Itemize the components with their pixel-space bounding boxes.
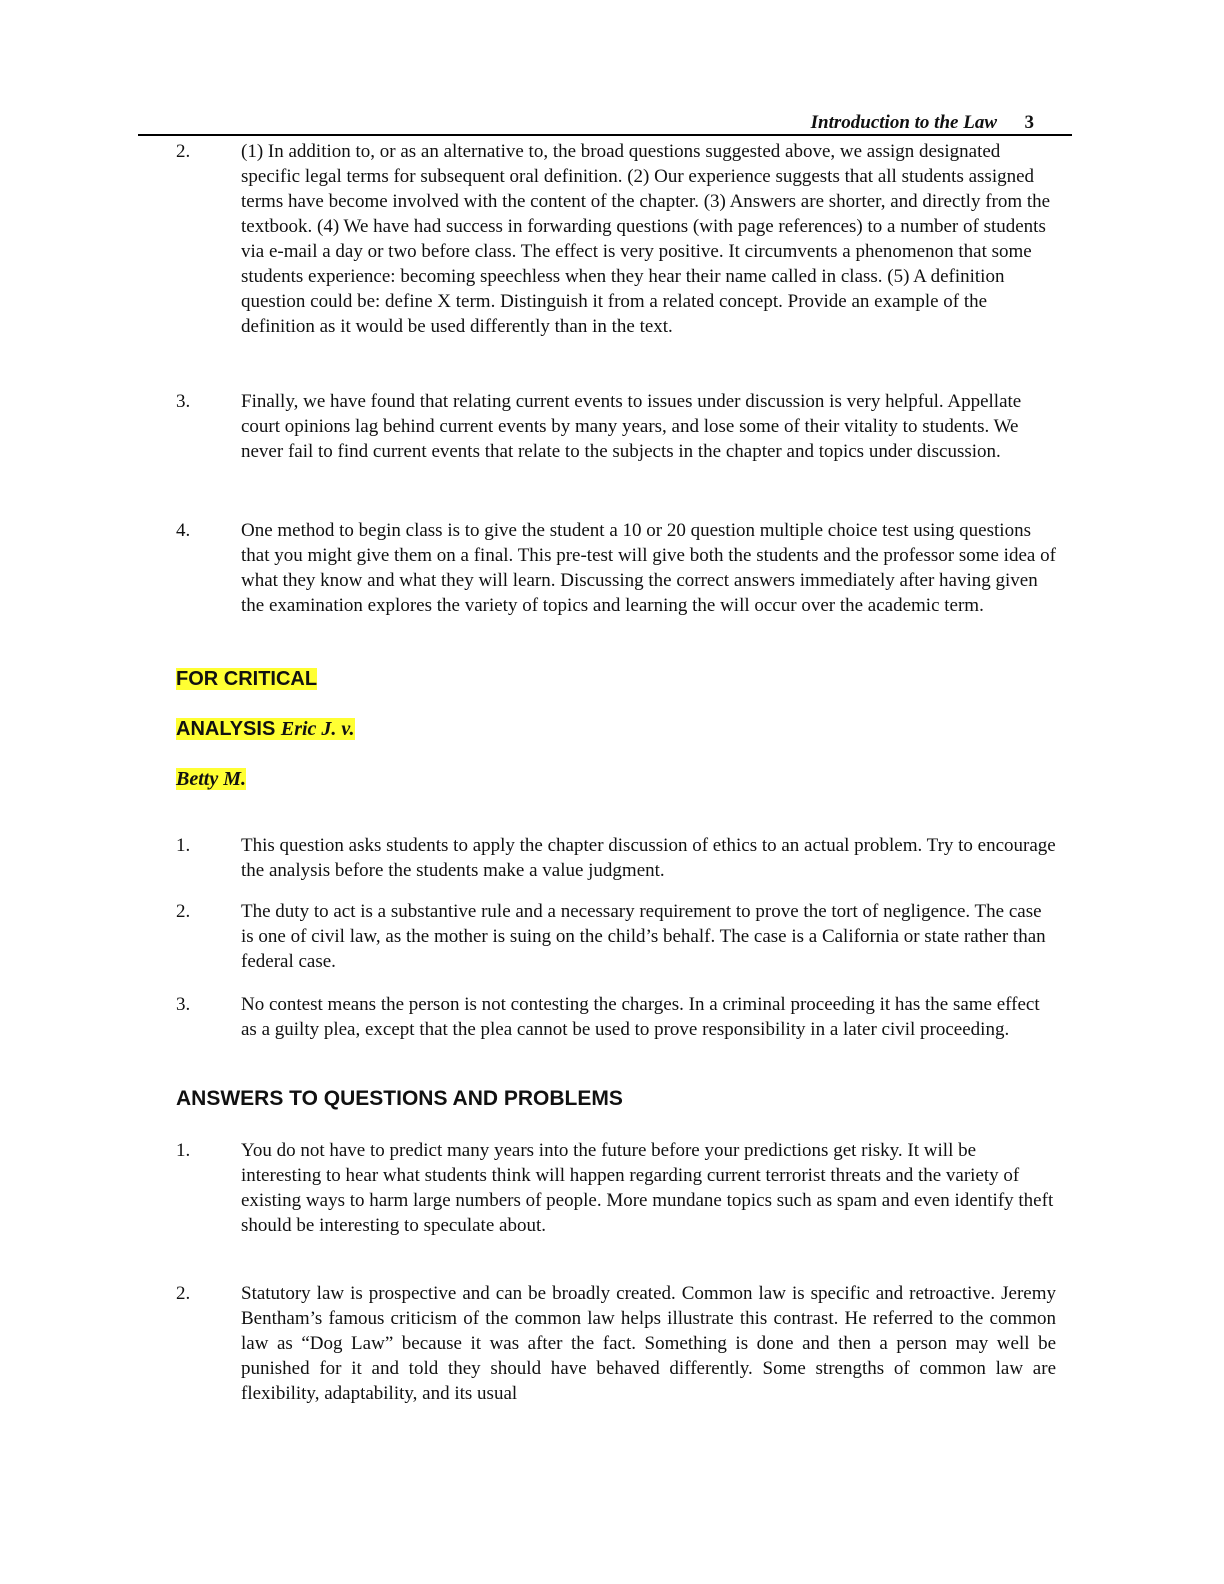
case-name: Eric J. v. (280, 718, 355, 740)
critical-analysis-label: FOR CRITICAL (176, 668, 318, 690)
list-item-number: 2. (176, 1283, 191, 1304)
list-item-text: (1) In addition to, or as an alternative to, the broad questions suggested above, we assign designated specific legal terms for subsequent oral definition. (2) Our experience suggests that all students assigned terms have become involved with the content of the chapter. (3) Answers are shorter, and directly from the textbook. (4) We have had success in forwarding questions (with page references) to a number of students via e-mail a day or two before class. The effect is very positive. It circumvents a phenomenon that some students experience: becoming speechless when they hear their name called in class. (5) A definition question could be: define X term. Distinguish it from a related concept. Provide an example of the definition as it would be used differently than in the text. (241, 141, 1051, 337)
list-item-number: 2. (176, 141, 191, 162)
section-title: ANSWERS TO QUESTIONS AND PROBLEMS (176, 1087, 623, 1110)
list-item-number: 3. (176, 994, 191, 1015)
list-item-number: 1. (176, 1140, 191, 1161)
page-number: 3 (1024, 112, 1034, 133)
list-item-number: 3. (176, 391, 191, 412)
list-item (176, 992, 1056, 1042)
list-item (176, 1138, 1056, 1238)
critical-analysis-heading-line-2 (176, 716, 355, 742)
list-item (176, 1281, 1056, 1406)
list-item-text: No contest means the person is not contesting the charges. In a criminal proceeding it has the same effect as a guilty plea, except that the plea cannot be used to prove responsibility in a later civil proceeding. (241, 994, 1040, 1040)
running-header (138, 112, 1072, 136)
list-item (176, 389, 1056, 464)
list-item-number: 1. (176, 835, 191, 856)
list-item-text: You do not have to predict many years into the future before your predictions get risky. It will be interesting to hear what students think will happen regarding current terrorist threats and the variety of existing ways to harm large numbers of people. More mundane topics such as spam and even identify theft should be interesting to speculate about. (241, 1140, 1054, 1236)
critical-analysis-heading-line-1 (176, 666, 317, 692)
list-item-text: Statutory law is prospective and can be broadly created. Common law is specific and retroactive. Jeremy Bentham’s famous criticism of the common law helps illustrate this contrast. He referred to the common law as “Dog Law” because it was after the fact. Something is done and then a person may well be punished for it and told they should have behaved differently. Some strengths of common law are flexibility, adaptability, and its usual (241, 1283, 1056, 1404)
critical-analysis-heading-line-3 (176, 766, 246, 792)
list-item-text: This question asks students to apply the chapter discussion of ethics to an actual problem. Try to encourage the analysis before the students make a value judgment. (241, 835, 1056, 881)
case-name: Betty M. (176, 768, 246, 790)
list-item-number: 2. (176, 901, 191, 922)
list-item-text: The duty to act is a substantive rule and a necessary requirement to prove the tort of negligence. The case is one of civil law, as the mother is suing on the child’s behalf. The case is a California or state rather than federal case. (241, 901, 1046, 972)
list-item-text: Finally, we have found that relating current events to issues under discussion is very helpful. Appellate court opinions lag behind current events by many years, and lose some of their vitality to students. We never fail to find current events that relate to the subjects in the chapter and topics under discussion. (241, 391, 1022, 462)
running-header-title: Introduction to the Law (810, 112, 997, 133)
list-item-number: 4. (176, 520, 191, 541)
critical-analysis-label: ANALYSIS (176, 718, 276, 740)
list-item-text: One method to begin class is to give the student a 10 or 20 question multiple choice test using questions that you might give them on a final. This pre-test will give both the students and the professor some idea of what they know and what they will learn. Discussing the correct answers immediately after having given the examination explores the variety of topics and learning the will occur over the academic term. (241, 520, 1056, 616)
list-item (176, 833, 1056, 883)
list-item (176, 518, 1056, 618)
list-item (176, 139, 1056, 339)
list-item (176, 899, 1056, 974)
